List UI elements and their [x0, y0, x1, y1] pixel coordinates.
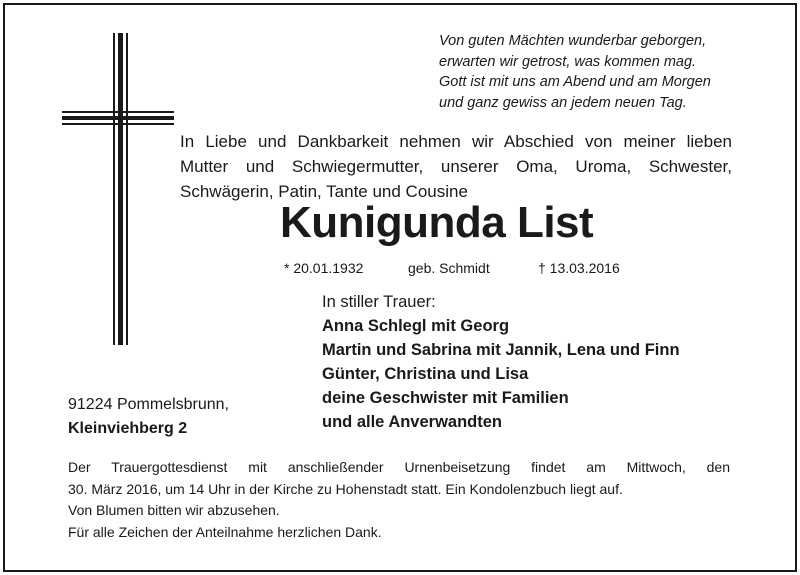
maiden-name: geb. Schmidt — [408, 260, 490, 276]
deceased-name: Kunigunda List — [280, 198, 594, 247]
footer-line: Von Blumen bitten wir abzusehen. — [68, 502, 280, 518]
mourner-line: Günter, Christina und Lisa — [322, 365, 529, 383]
verse-line: und ganz gewiss an jedem neuen Tag. — [439, 94, 687, 111]
mourner-line: deine Geschwister mit Familien — [322, 389, 569, 407]
intro-line: Schwägerin, Patin, Tante und Cousine — [180, 182, 468, 201]
cross-horizontal-beam — [62, 111, 174, 125]
footer-line: 30. März 2016, um 14 Uhr in der Kirche zu Hohenstadt statt. Ein Kondolenzbuch liegt auf. — [68, 480, 623, 497]
intro-text — [180, 129, 732, 204]
mourner-line: und alle Anverwandten — [322, 413, 503, 431]
mourners-heading: In stiller Trauer: — [322, 293, 436, 311]
address-block — [68, 393, 229, 441]
address-street: Kleinviehberg 2 — [68, 420, 188, 437]
birth-date: * 20.01.1932 — [284, 260, 364, 276]
mourner-line: Martin und Sabrina mit Jannik, Lena und Finn — [322, 341, 680, 359]
death-date: † 13.03.2016 — [538, 260, 620, 276]
address-city: 91224 Pommelsbrunn, — [68, 396, 229, 413]
footer-line: Der Trauergottesdienst mit anschließender Urnenbeisetzung findet am Mittwoch, den — [68, 459, 730, 475]
footer-text — [68, 457, 730, 543]
verse-quote — [439, 31, 769, 113]
cross-vertical-beam — [113, 33, 128, 345]
mourner-line: Anna Schlegl mit Georg — [322, 317, 510, 335]
verse-line: Gott ist mit uns am Abend und am Morgen — [439, 74, 711, 90]
verse-line: Von guten Mächten wunderbar geborgen, — [439, 33, 707, 49]
intro-line: Mutter und Schwiegermutter, unserer Oma, Uroma, Schwester, — [180, 157, 732, 176]
intro-line: In Liebe und Dankbarkeit nehmen wir Abschied von meiner lieben — [180, 132, 732, 151]
footer-line: Für alle Zeichen der Anteilnahme herzlichen Dank. — [68, 523, 382, 540]
mourners-list — [322, 290, 680, 434]
verse-line: erwarten wir getrost, was kommen mag. — [439, 53, 697, 70]
